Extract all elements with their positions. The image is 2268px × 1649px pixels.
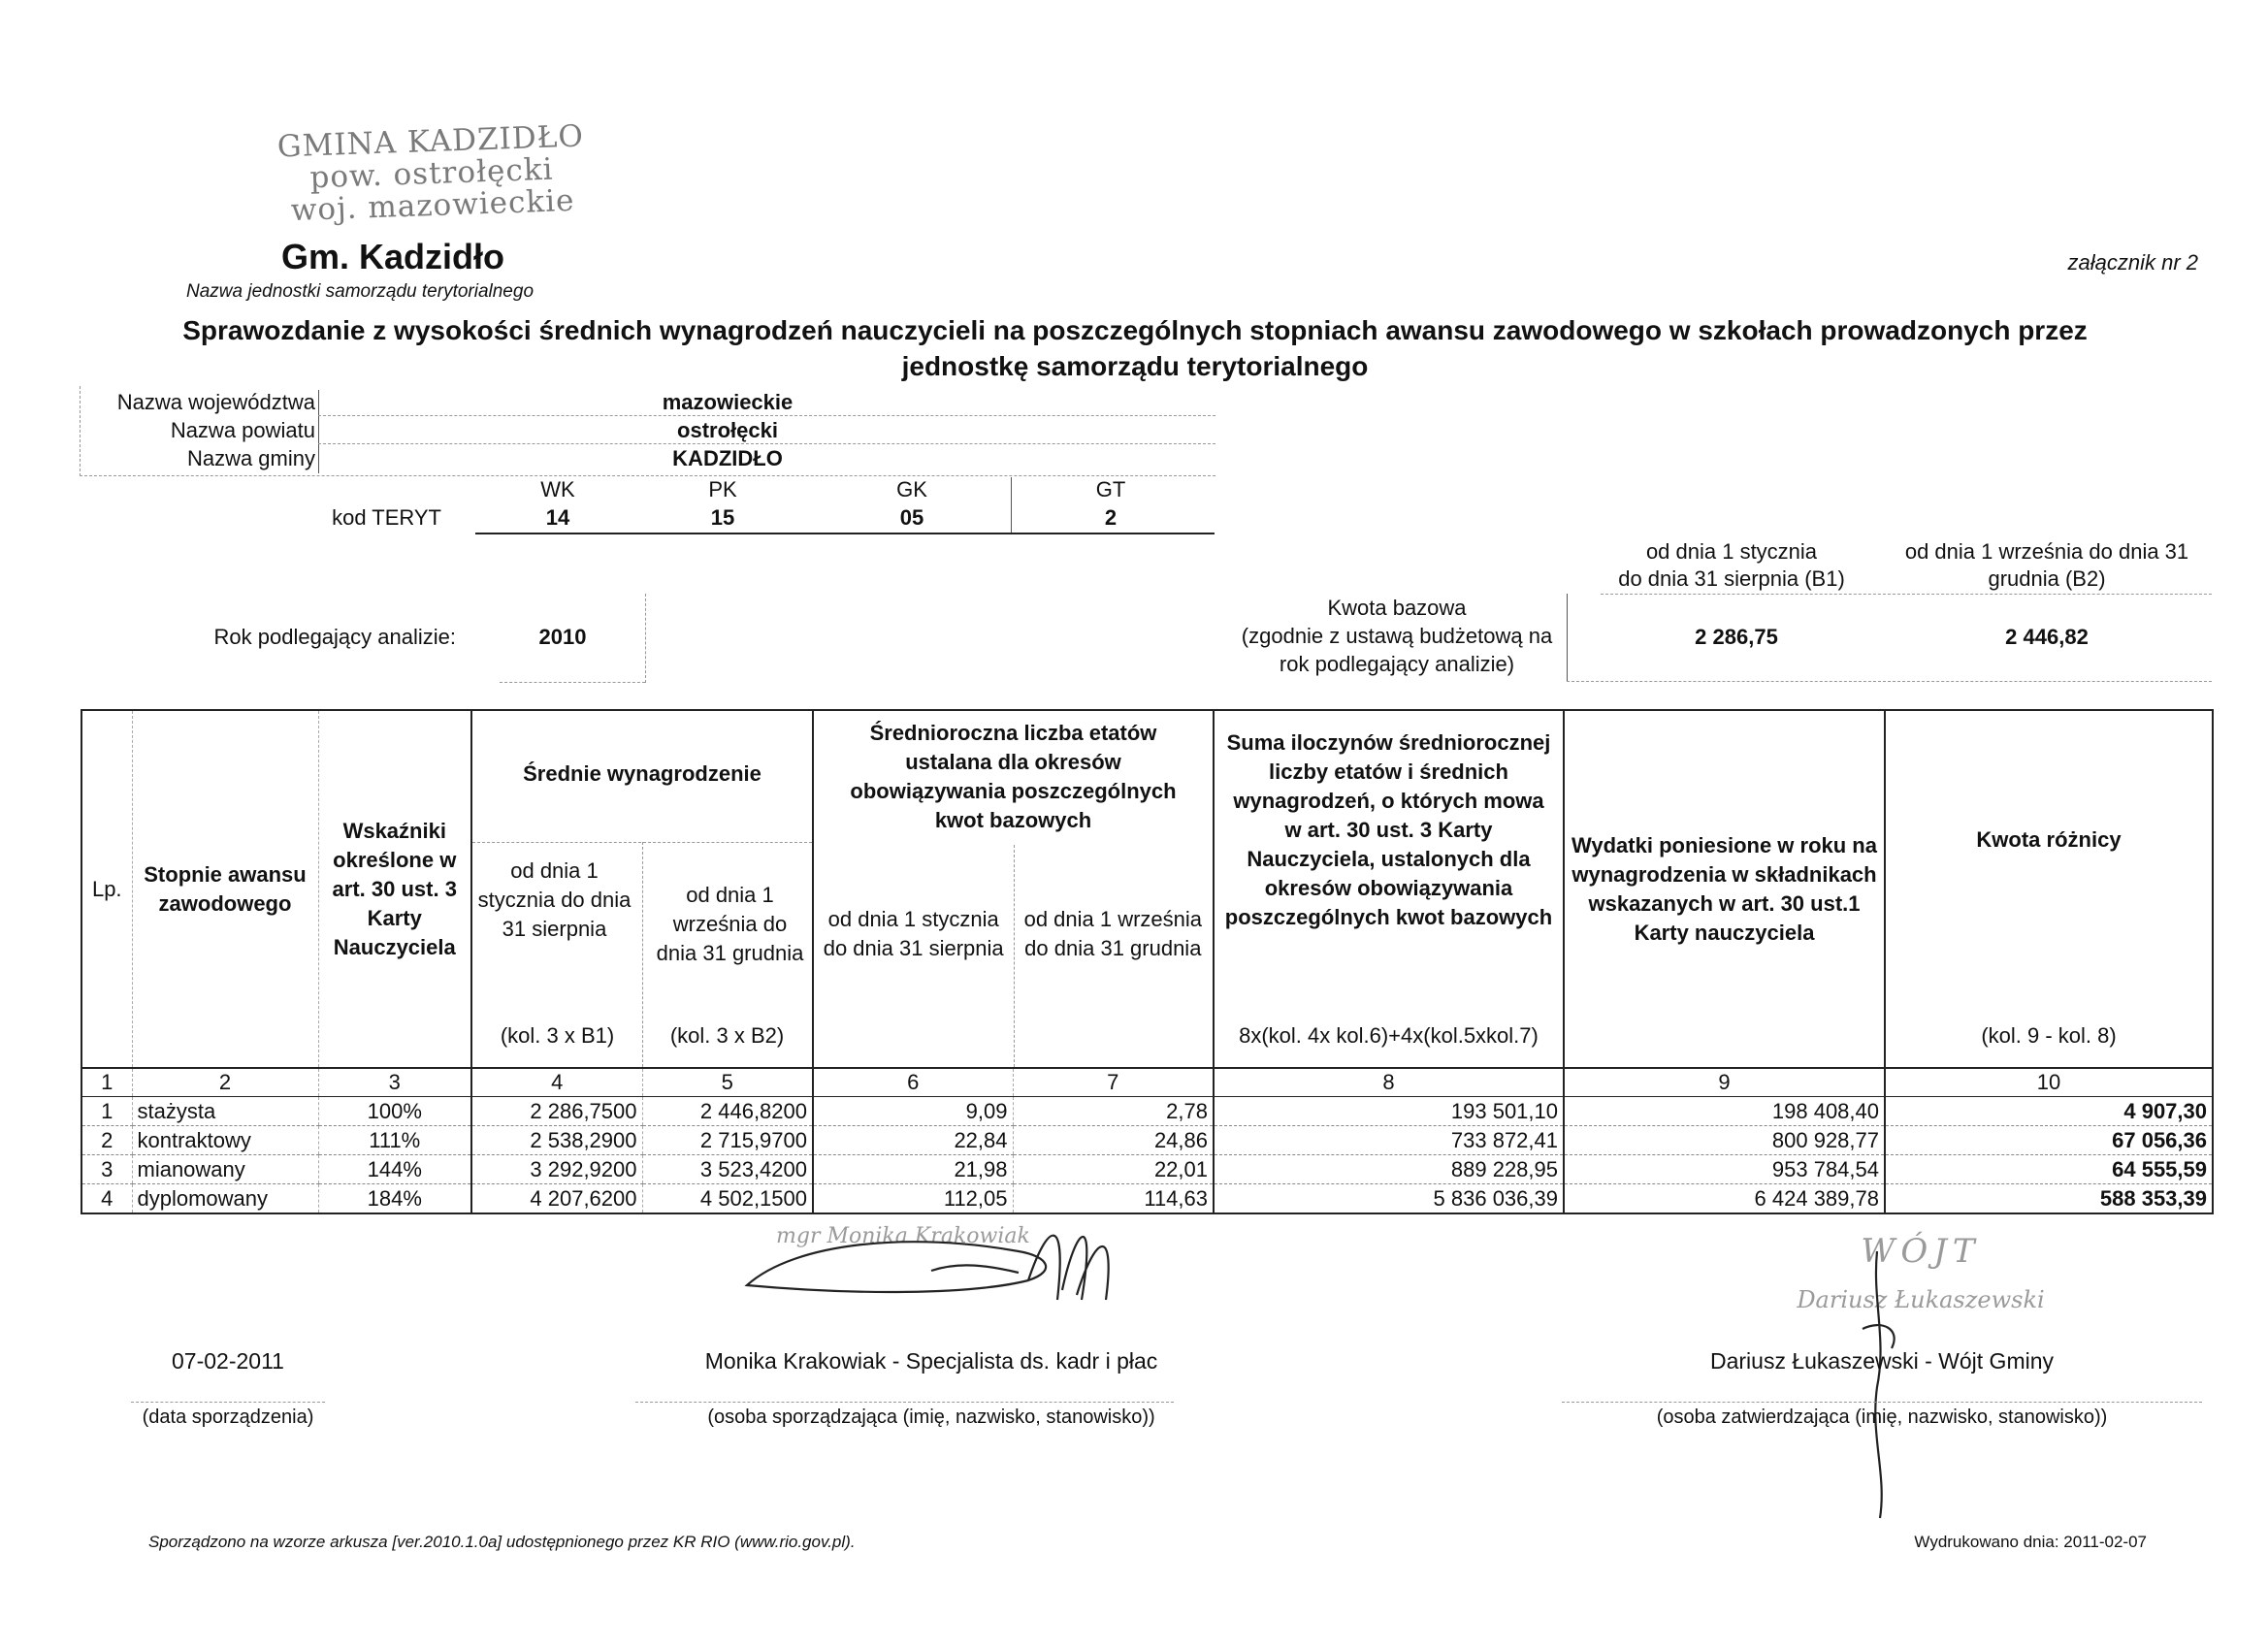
teryt-header-gk: GK (896, 477, 927, 501)
preparer-name: Monika Krakowiak - Specjalista ds. kadr i płac (704, 1348, 1158, 1374)
teryt-value-gt: 2 (1104, 505, 1118, 530)
header-levels: Stopnie awansu zawodowego (132, 710, 318, 1068)
row-difference: 64 555,59 (1885, 1155, 2213, 1184)
b2-header-line-1: od dnia 1 września do dnia 31 (1904, 539, 2189, 564)
table-row (81, 1097, 2213, 1126)
approver-caption: (osoba zatwierdzająca (imię, nazwisko, stanowisko)) (1656, 1406, 2108, 1428)
b2-header-line-2: grudnia (B2) (1988, 566, 2106, 591)
header-fte-group (813, 710, 1214, 1068)
col-number: 4 (471, 1068, 642, 1097)
row-indicator: 100% (318, 1097, 471, 1126)
rule (1601, 594, 2212, 595)
rule (1567, 681, 2212, 682)
row-avg-b2: 2 715,9700 (642, 1126, 813, 1155)
row-level: kontraktowy (132, 1126, 318, 1155)
teryt-header-gt: GT (1095, 477, 1126, 501)
row-fte-b2: 114,63 (1013, 1184, 1214, 1214)
col-number: 8 (1214, 1068, 1564, 1097)
approver-stamp (1746, 1232, 2095, 1313)
approver-stamp-title: WÓJT (1861, 1232, 1981, 1271)
approver-name: Dariusz Łukaszewski - Wójt Gminy (1709, 1348, 2055, 1374)
row-lp: 2 (81, 1126, 132, 1155)
approver-signature (1843, 1242, 1921, 1523)
preparer-signature (737, 1203, 1125, 1319)
unit-caption: Nazwa jednostki samorządu terytorialnego (186, 281, 535, 302)
unit-name: Gm. Kadzidło (281, 237, 505, 276)
row-difference: 4 907,30 (1885, 1097, 2213, 1126)
stamp-line: pow. ostrołęcki (308, 151, 555, 196)
header-expenses: Wydatki poniesione w roku na wynagrodzenia w składnikach wskazanych w art. 30 ust.1 Karty nauczyciela (1564, 710, 1885, 1068)
row-avg-b1: 2 286,7500 (471, 1097, 642, 1126)
col-number: 9 (1564, 1068, 1885, 1097)
rule (318, 415, 1215, 416)
commune-value: KADZIDŁO (672, 446, 783, 470)
teryt-header-wk: WK (540, 477, 575, 501)
row-fte-b1: 9,09 (813, 1097, 1013, 1126)
commune-label: Nazwa gminy (186, 446, 315, 470)
row-avg-b2: 4 502,1500 (642, 1184, 813, 1214)
row-avg-b1: 3 292,9200 (471, 1155, 642, 1184)
row-difference: 588 353,39 (1885, 1184, 2213, 1214)
title-line-2: jednostkę samorządu terytorialnego (901, 351, 1369, 381)
teryt-label: kod TERYT (332, 505, 441, 530)
county-label: Nazwa powiatu (170, 418, 315, 442)
row-sum: 5 836 036,39 (1214, 1184, 1564, 1214)
rule (1562, 1402, 2202, 1403)
table-row (81, 1184, 2213, 1214)
header-col4-formula: (kol. 3 x B1) (500, 1023, 615, 1048)
col-number: 3 (318, 1068, 471, 1097)
row-fte-b2: 24,86 (1013, 1126, 1214, 1155)
base-amount-label-1: Kwota bazowa (1327, 596, 1467, 620)
teryt-underline (475, 533, 1215, 534)
header-diff-formula: (kol. 9 - kol. 8) (1981, 1023, 2117, 1048)
row-expenses: 953 784,54 (1564, 1155, 1885, 1184)
base-amount-label-2: (zgodnie z ustawą budżetową na (1241, 624, 1553, 648)
county-value: ostrołęcki (677, 418, 778, 442)
row-avg-b2: 3 523,4200 (642, 1155, 813, 1184)
col-number: 2 (132, 1068, 318, 1097)
row-difference: 67 056,36 (1885, 1126, 2213, 1155)
location-divider (318, 390, 319, 473)
header-indicators: Wskaźniki określone w art. 30 ust. 3 Karty Nauczyciela (318, 710, 471, 1068)
base-amount-divider (1567, 594, 1568, 681)
stamp-line: GMINA KADZIDŁO (276, 118, 585, 165)
row-expenses: 6 424 389,78 (1564, 1184, 1885, 1214)
row-avg-b1: 4 207,6200 (471, 1184, 642, 1214)
report-date: 07-02-2011 (172, 1348, 284, 1374)
teryt-value-pk: 15 (710, 505, 735, 530)
row-avg-b2: 2 446,8200 (642, 1097, 813, 1126)
b2-value: 2 446,82 (2005, 625, 2089, 649)
footer-source: Sporządzono na wzorze arkusza [ver.2010.1.0a] udostępnionego przez KR RIO (www.rio.gov.pl). (148, 1533, 856, 1551)
header-diff-group (1885, 710, 2213, 1068)
b1-header-line-2: do dnia 31 sierpnia (B1) (1618, 566, 1845, 591)
table-row (81, 1155, 2213, 1184)
rule (318, 443, 1215, 444)
teryt-divider (1011, 477, 1012, 533)
title-line-1: Sprawozdanie z wysokości średnich wynagrodzeń nauczycieli na poszczególnych stopniach awansu zawodowego w szkołach prowadzonych przez (182, 315, 2088, 345)
table-row (81, 1126, 2213, 1155)
header-avg-salary: Średnie wynagrodzenie (523, 761, 761, 786)
header-col5-formula: (kol. 3 x B2) (669, 1023, 785, 1048)
row-sum: 733 872,41 (1214, 1126, 1564, 1155)
row-lp: 1 (81, 1097, 132, 1126)
header-avg-salary-group (471, 710, 813, 1068)
header-col5: od dnia 1 września do dnia 31 grudnia (656, 883, 804, 965)
date-caption: (data sporządzenia) (142, 1406, 314, 1428)
header-lp: Lp. (81, 710, 132, 1068)
row-expenses: 198 408,40 (1564, 1097, 1885, 1126)
teryt-value-gk: 05 (899, 505, 924, 530)
row-lp: 4 (81, 1184, 132, 1214)
row-indicator: 144% (318, 1155, 471, 1184)
voivodeship-label: Nazwa województwa (116, 390, 315, 414)
rule (1014, 845, 1015, 1067)
row-fte-b2: 2,78 (1013, 1097, 1214, 1126)
rule (635, 1402, 1174, 1403)
b1-value: 2 286,75 (1695, 625, 1778, 649)
footer-printed: Wydrukowano dnia: 2011-02-07 (1914, 1533, 2147, 1551)
row-fte-b1: 112,05 (813, 1184, 1013, 1214)
header-diff: Kwota różnicy (1976, 827, 2122, 852)
analysis-year-value: 2010 (538, 625, 587, 649)
col-number: 5 (642, 1068, 813, 1097)
row-sum: 193 501,10 (1214, 1097, 1564, 1126)
row-fte-b1: 22,84 (813, 1126, 1013, 1155)
col-number: 10 (1885, 1068, 2213, 1097)
rule (500, 682, 645, 683)
header-fte: Średnioroczna liczba etatów ustalana dla okresów obowiązywania poszczególnych kwot bazowych (850, 721, 1177, 832)
header-col4: od dnia 1 stycznia do dnia 31 sierpnia (477, 858, 632, 941)
col-number: 7 (1013, 1068, 1214, 1097)
preparer-caption: (osoba sporządzająca (imię, nazwisko, stanowisko)) (707, 1406, 1155, 1428)
teryt-value-wk: 14 (545, 505, 570, 530)
preparer-stamp-text: mgr Monika Krakowiak (776, 1224, 1030, 1248)
row-fte-b2: 22,01 (1013, 1155, 1214, 1184)
row-level: stażysta (132, 1097, 318, 1126)
row-level: dyplomowany (132, 1184, 318, 1214)
attachment-label: załącznik nr 2 (2067, 250, 2198, 275)
row-expenses: 800 928,77 (1564, 1126, 1885, 1155)
rule (645, 594, 646, 683)
col-number: 1 (81, 1068, 132, 1097)
stamp-line: woj. mazowieckie (290, 182, 575, 229)
teryt-header-pk: PK (708, 477, 737, 501)
column-numbers-row (81, 1068, 2213, 1097)
municipality-stamp (275, 120, 588, 227)
approver-stamp-name: Dariusz Łukaszewski (1797, 1286, 2045, 1313)
base-amount-label-3: rok podlegający analizie) (1279, 652, 1515, 676)
row-level: mianowany (132, 1155, 318, 1184)
header-col6: od dnia 1 stycznia do dnia 31 sierpnia (823, 907, 1004, 960)
report-title (146, 312, 2124, 384)
row-indicator: 184% (318, 1184, 471, 1214)
b1-header-line-1: od dnia 1 stycznia (1645, 539, 1818, 564)
header-sum-formula: 8x(kol. 4x kol.6)+4x(kol.5xkol.7) (1239, 1023, 1539, 1048)
col-number: 6 (813, 1068, 1013, 1097)
header-sum-group (1214, 710, 1564, 1068)
header-col7: od dnia 1 września do dnia 31 grudnia (1023, 907, 1203, 960)
row-sum: 889 228,95 (1214, 1155, 1564, 1184)
analysis-year-label: Rok podlegający analizie: (213, 625, 456, 649)
voivodeship-value: mazowieckie (662, 390, 794, 414)
salary-report-table (81, 709, 2214, 1214)
row-indicator: 111% (318, 1126, 471, 1155)
header-sum: Suma iloczynów średniorocznej liczby etatów i średnich wynagrodzeń, o których mowa w art. 30 ust. 3 Karty Nauczyciela, ustalonych dla okresów obowiązywania poszczególnych kwot bazowych (1224, 730, 1553, 929)
rule (131, 1402, 325, 1403)
row-lp: 3 (81, 1155, 132, 1184)
row-avg-b1: 2 538,2900 (471, 1126, 642, 1155)
row-fte-b1: 21,98 (813, 1155, 1013, 1184)
